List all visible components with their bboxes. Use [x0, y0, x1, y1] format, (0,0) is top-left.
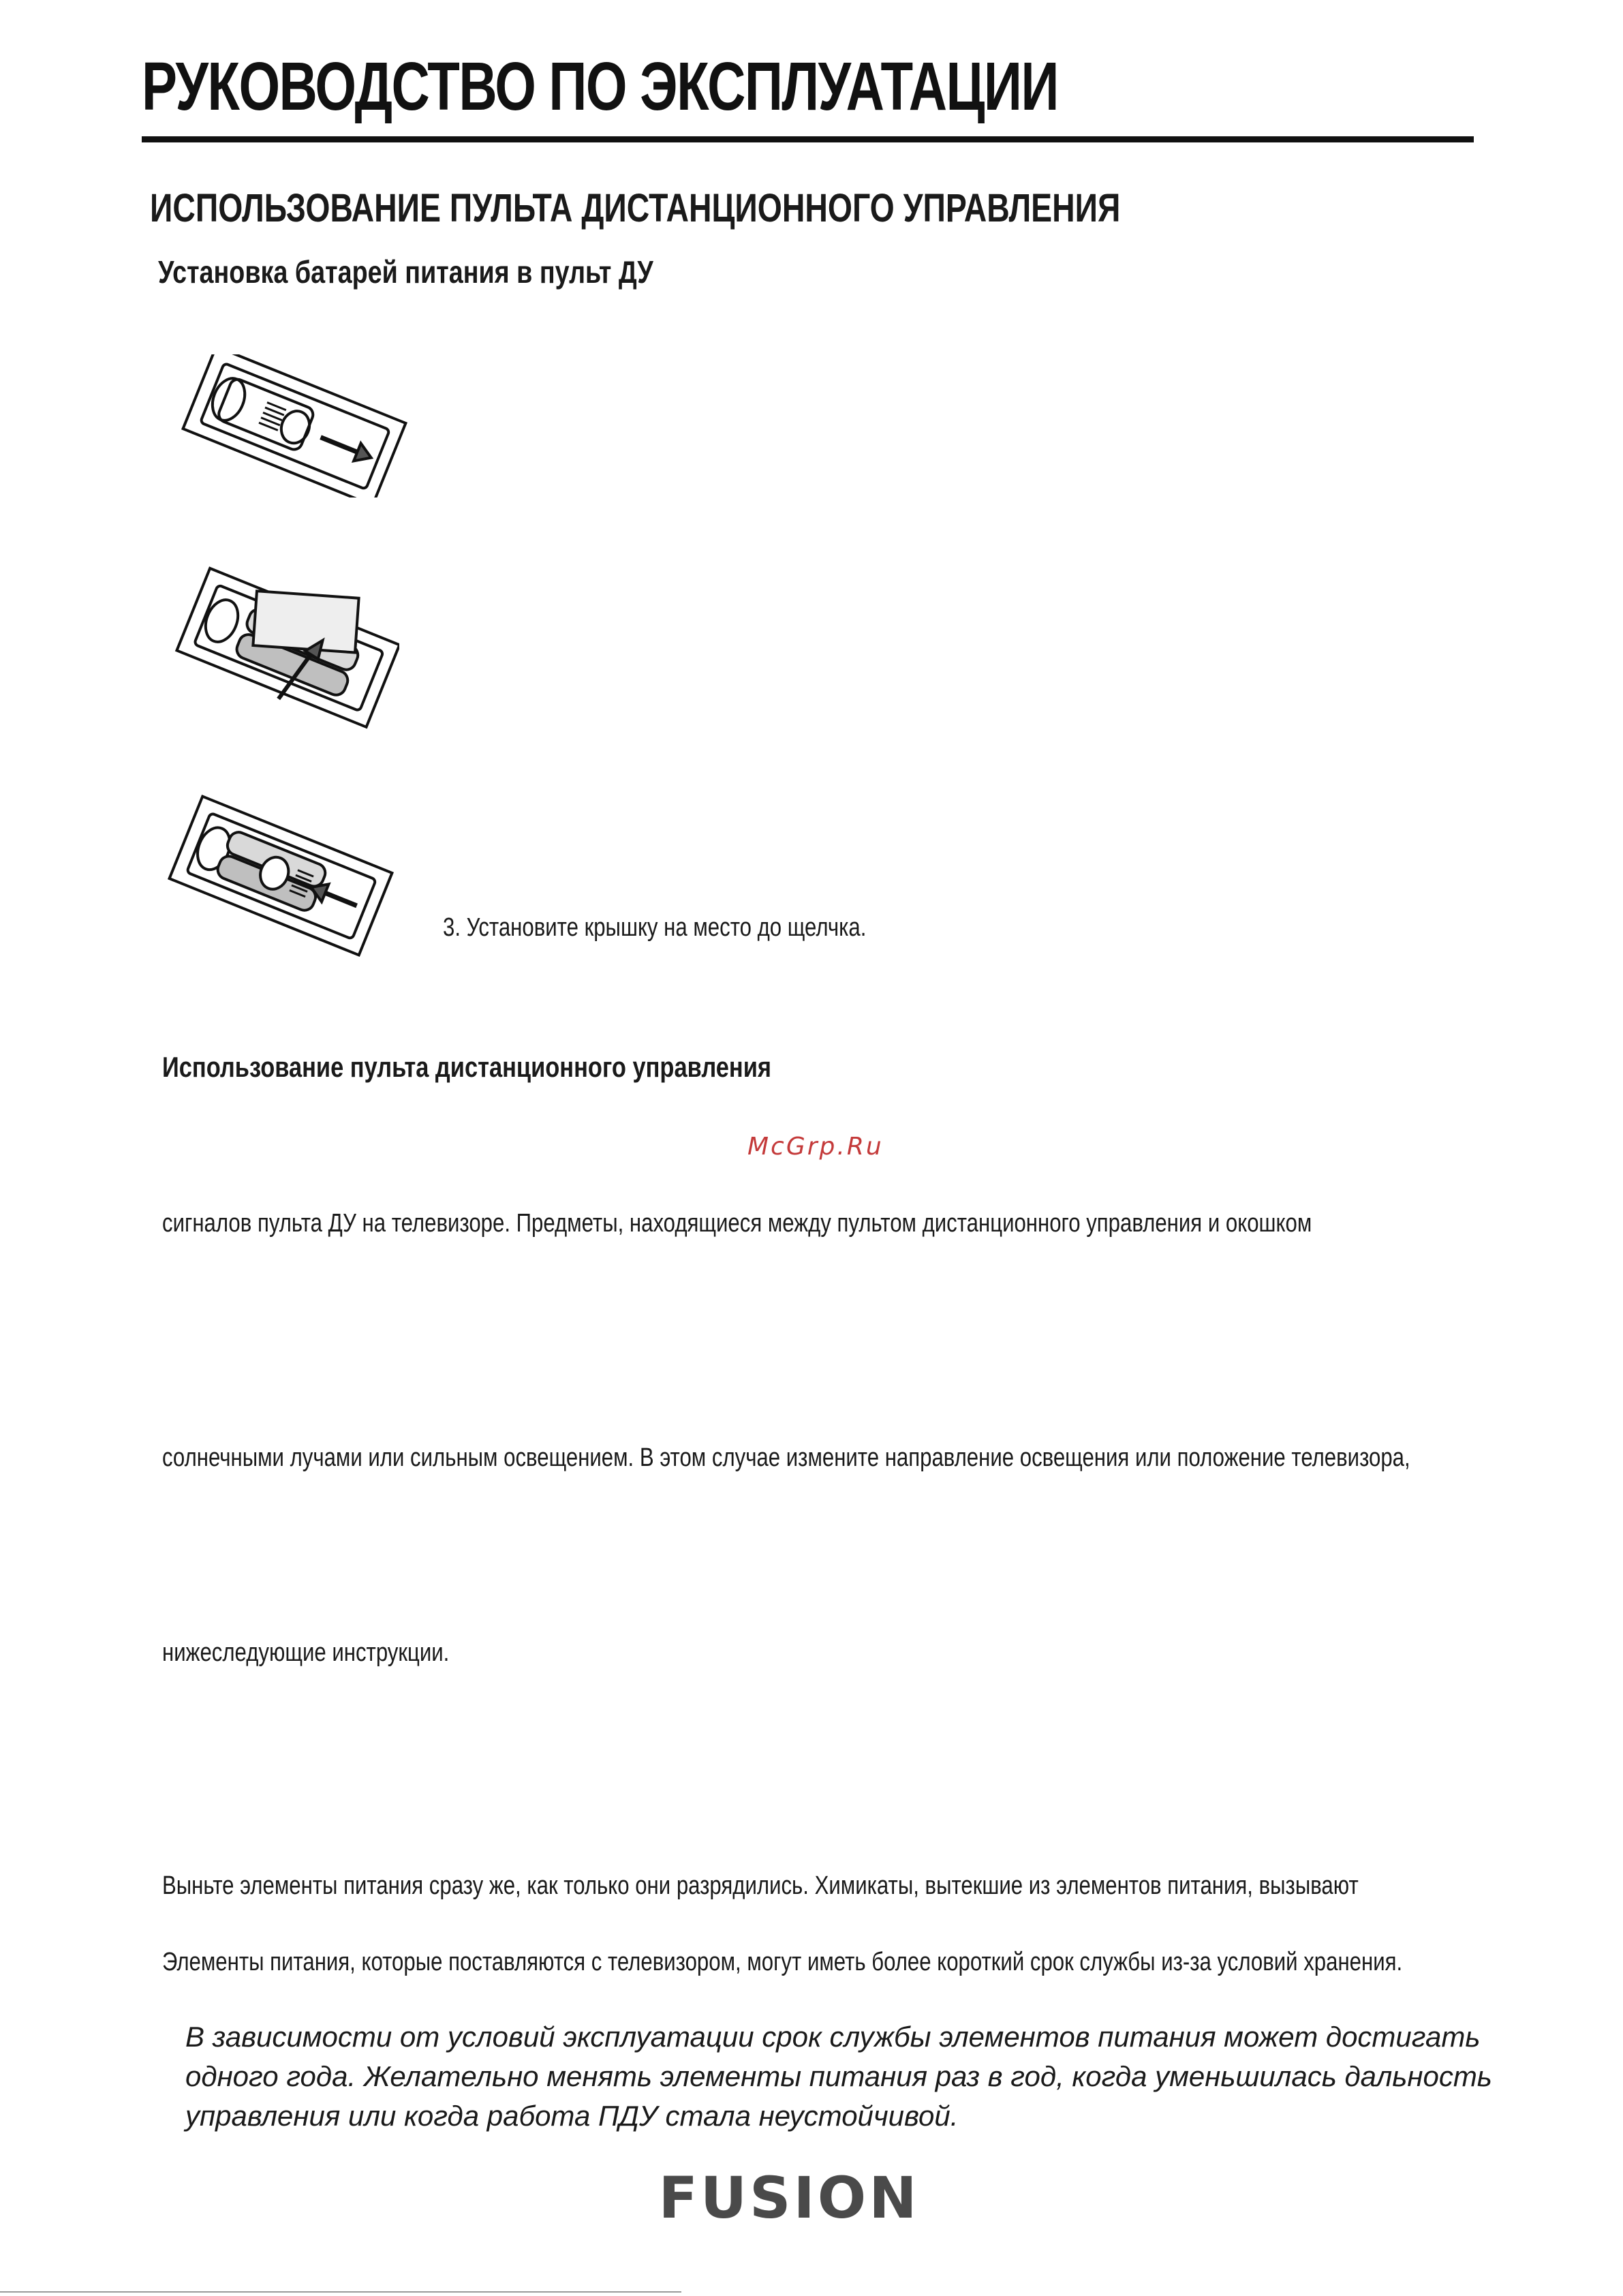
usage-line-4: Выньте элементы питания сразу же, как только они разрядились. Химикаты, вытекшие из элементов питания, вызывают [162, 1871, 1359, 1900]
fusion-logo [638, 2173, 940, 2227]
battery-life-note [185, 2017, 1541, 2136]
remote-usage-heading: Использование пульта дистанционного управления [162, 1051, 771, 1083]
usage-line-3: нижеследующие инструкции. [162, 1638, 450, 1667]
usage-line-5: Элементы питания, которые поставляются с телевизором, могут иметь более короткий срок службы из-за условий хранения. [162, 1948, 1403, 1976]
usage-line-2: солнечными лучами или сильным освещением. В этом случае измените направление освещения или положение телевизора, [162, 1443, 1410, 1472]
battery-install-heading: Установка батарей питания в пульт ДУ [158, 254, 653, 290]
remote-close-cover-illustration [165, 784, 397, 968]
note-line-1: В зависимости от условий эксплуатации срок службы элементов питания может достигать [185, 2021, 1481, 2053]
footer-divider [0, 2291, 681, 2293]
brand-text: FUSION [658, 2173, 920, 2227]
note-line-3: управления или когда работа ПДУ стала неустойчивой. [185, 2100, 959, 2132]
title-divider [142, 136, 1474, 142]
remote-insert-batteries-illustration [174, 562, 399, 739]
watermark: McGrp.Ru [747, 1133, 884, 1161]
note-line-2: одного года. Желательно менять элементы питания раз в год, когда уменьшилась дальность [185, 2060, 1492, 2092]
section-heading: ИСПОЛЬЗОВАНИЕ ПУЛЬТА ДИСТАНЦИОННОГО УПРАВЛЕНИЯ [150, 186, 1121, 230]
usage-line-1: сигналов пульта ДУ на телевизоре. Предметы, находящиеся между пультом дистанционного управления и окошком [162, 1209, 1312, 1238]
remote-open-cover-illustration [179, 354, 410, 498]
battery-step-3: 3. Установите крышку на место до щелчка. [443, 913, 867, 942]
page-title: РУКОВОДСТВО ПО ЭКСПЛУАТАЦИИ [142, 48, 1058, 125]
